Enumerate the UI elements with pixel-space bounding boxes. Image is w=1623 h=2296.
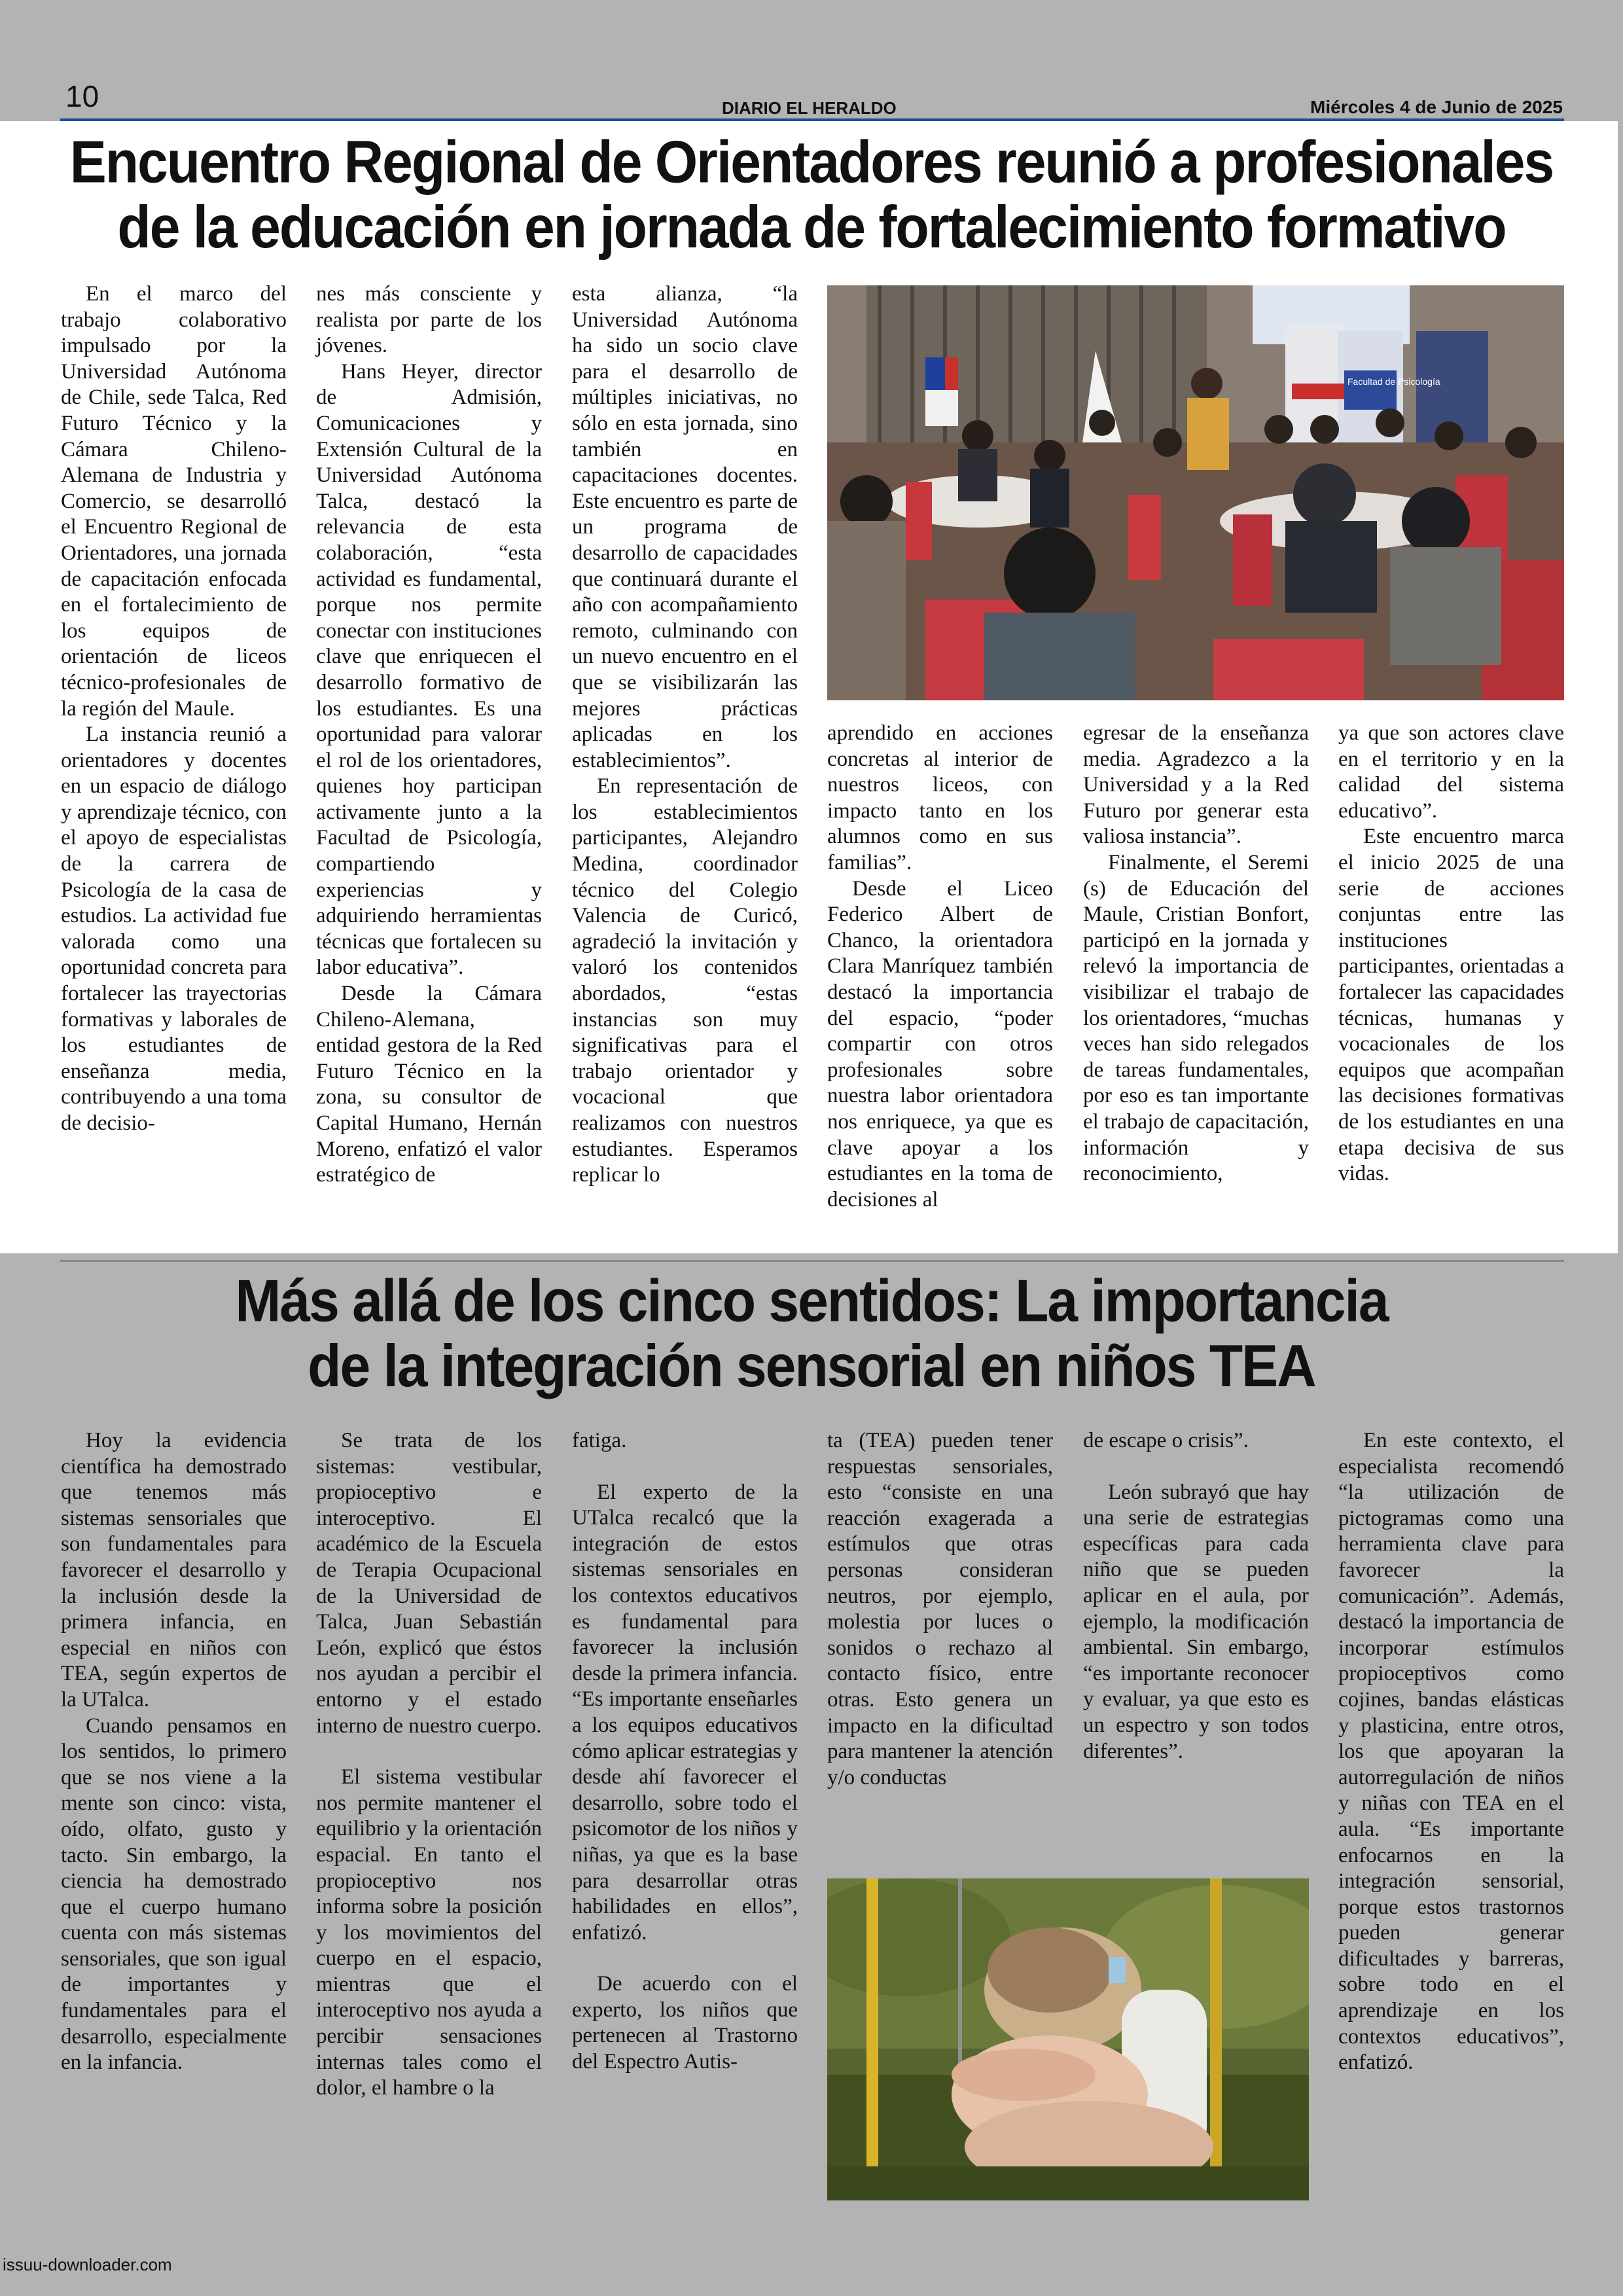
- article-2-column-6: [1338, 1428, 1564, 2076]
- paragraph: En este contexto, el especialista recomendó “la utilización de pictogramas como una herramienta clave para favorecer la comunicación”. Además, destacó la importancia de incorporar estímulos propioceptivos como cojines, bandas elásticas y plasticina, entre otros, los que apoyaran la autorregulación de niños y niñas con TEA en el aula. “Es importante enfocarnos en la integración sensorial, porque estos trastornos pueden generar dificultades y barreras, sobre todo en el aprendizaje en los contextos educativos”, enfatizó.: [1338, 1429, 1564, 2075]
- paragraph: esta alianza, “la Universidad Autónoma ha sido un socio clave para el desarrollo de múltiples iniciativas, no sólo en esta jornada, sino también en capacitaciones docentes. Este encuentro es parte de un programa de desarrollo de capacidades que continuará durante el año con acompañamiento remoto, culminando con un nuevo encuentro en el que se visibilizarán las mejores prácticas aplicadas en los establecimientos”.: [572, 282, 798, 772]
- issue-date: Miércoles 4 de Junio de 2025: [1310, 97, 1563, 117]
- article-1-column-2: [316, 281, 542, 1189]
- article-1-headline-line2: de la educación en jornada de fortalecimiento formativo: [117, 194, 1506, 260]
- article-2-column-3: [572, 1428, 798, 2075]
- paragraph: fatiga.: [572, 1429, 627, 1452]
- conference-photo: [827, 285, 1564, 700]
- article-2-headline-line1: Más allá de los cinco sentidos: La importancia: [235, 1267, 1388, 1335]
- paragraph: Hans Heyer, director de Admisión, Comunicaciones y Extensión Cultural de la Universidad Autónoma Talca, destacó la relevancia de esta colaboración, “esta actividad es fundamental, porque nos permite conectar con instituciones clave que enriquecen el desarrollo formativo de los estudiantes. Es una oportunidad para valorar el rol de los orientadores, quienes hoy participan activamente junto a la Facultad de Psicología, compartiendo experiencias y adquiriendo herramientas técnicas que fortalecen su labor educativa”.: [316, 359, 542, 980]
- paragraph: de escape o crisis”.: [1083, 1429, 1249, 1452]
- paragraph: Finalmente, el Seremi (s) de Educación del Maule, Cristian Bonfort, participó en la jornada y relevó la importancia de visibilizar el trabajo de los orientadores, “muchas veces han sido relegados de tareas fundamentales, por eso es tan importante el trabajo de capacitación, información y reconocimiento,: [1083, 850, 1309, 1186]
- article-1-headline-line1: Encuentro Regional de Orientadores reunió a profesionales: [69, 128, 1554, 196]
- paragraph: La instancia reunió a orientadores y docentes en un espacio de diálogo y aprendizaje técnico, con el apoyo de especialistas de la carrera de Psicología de la casa de estudios. La actividad fue valorada como una oportunidad concreta para fortalecer las trayectorias formativas y laborales de los estudiantes de enseñanza media, contribuyendo a una toma de decisio-: [61, 723, 287, 1135]
- paragraph: El experto de la UTalca recalcó que la integración de estos sistemas sensoriales en los contextos educativos es fundamental para favorecer la inclusión desde la primera infancia. “Es importante enseñarles a los equipos educativos cómo aplicar estrategias y desde ahí favorecer el desarrollo, sobre todo el psicomotor de los niños y niñas, ya que es la base para desarrollar otras habilidades en ellos”, enfatizó.: [572, 1480, 798, 1945]
- article-2-column-4: [827, 1428, 1053, 1791]
- article-2-headline: [0, 1268, 1623, 1399]
- article-separator: [60, 1260, 1564, 1262]
- paragraph: En representación de los establecimientos participantes, Alejandro Medina, coordinador técnico del Colegio Valencia de Curicó, agradeció la invitación y valoró los contenidos abordados, “estas instancias son muy significativas para el trabajo orientador y vocacional que realizamos con nuestros estudiantes. Esperamos replicar lo: [572, 774, 798, 1187]
- paragraph: Desde la Cámara Chileno-Alemana, entidad gestora de la Red Futuro Técnico en la zona, su consultor de Capital Humano, Hernán Moreno, enfatizó el valor estratégico de: [316, 982, 542, 1187]
- article-2-headline-line2: de la integración sensorial en niños TEA: [308, 1333, 1315, 1399]
- paragraph: ya que son actores clave en el territorio y en la calidad del sistema educativo”.: [1338, 721, 1564, 823]
- paragraph: León subrayó que hay una serie de estrategias específicas para cada niño que se pueden aplicar en el aula, por ejemplo, la modificación ambiental. Sin embargo, “es importante reconocer y evaluar, ya que esto es un espectro y son todos diferentes”.: [1083, 1480, 1309, 1763]
- child-photo: [827, 1878, 1309, 2200]
- article-1-headline: [0, 130, 1623, 260]
- newspaper-name: DIARIO EL HERALDO: [722, 98, 897, 118]
- article-1-column-3: [572, 281, 798, 1189]
- page-header: [0, 0, 1623, 121]
- paragraph: Desde el Liceo Federico Albert de Chanco, la orientadora Clara Manríquez también destacó la importancia del espacio, “poder compartir con otros profesionales sobre nuestra labor orientadora nos enriquece, ya que es clave apoyar a los estudiantes en la toma de decisiones al: [827, 876, 1053, 1211]
- paragraph: En el marco del trabajo colaborativo impulsado por la Universidad Autónoma de Chile, sede Talca, Red Futuro Técnico y la Cámara Chileno-Alemana de Industria y Comercio, se desarrolló el Encuentro Regional de Orientadores, una jornada de capacitación enfocada en el fortalecimiento de los equipos de orientación de liceos técnico-profesionales de la región del Maule.: [61, 282, 287, 721]
- article-2-column-1: [61, 1428, 287, 2076]
- article-1-column-1: [61, 281, 287, 1137]
- article-2-column-2: [316, 1428, 542, 2102]
- paragraph: De acuerdo con el experto, los niños que pertenecen al Trastorno del Espectro Autis-: [572, 1972, 798, 2074]
- paragraph: Este encuentro marca el inicio 2025 de una serie de acciones conjuntas entre las instituciones participantes, orientadas a fortalecer las capacidades técnicas, humanas y vocacionales de los equipos que acompañan las decisiones formativas de los estudiantes en una etapa decisiva de sus vidas.: [1338, 825, 1564, 1186]
- banner-text: Facultad de Psicología: [1347, 376, 1440, 387]
- paragraph: nes más consciente y realista por parte de los jóvenes.: [316, 282, 542, 358]
- article-1-column-6: [1338, 721, 1564, 1187]
- article-1-column-4: [827, 721, 1053, 1213]
- article-2-column-5: [1083, 1428, 1309, 1765]
- paragraph: aprendido en acciones concretas al interior de nuestros liceos, con impacto tanto en los alumnos como en sus familias”.: [827, 721, 1053, 874]
- paragraph: ta (TEA) pueden tener respuestas sensoriales, esto “consiste en una reacción exagerada a estímulos que otras personas consideran neutros, por ejemplo, molestia por luces o sonidos o rechazo al contacto físico, entre otras. Esto genera un impacto en la dificultad para mantener la atención y/o conductas: [827, 1429, 1053, 1789]
- page-number: 10: [65, 79, 99, 113]
- paragraph: egresar de la enseñanza media. Agradezco a la Universidad y a la Red Futuro por generar esta valiosa instancia”.: [1083, 721, 1309, 849]
- paragraph: El sistema vestibular nos permite mantener el equilibrio y la orientación espacial. En tanto el propioceptivo nos informa sobre la posición y los movimientos del cuerpo en el espacio, mientras que el interoceptivo nos ayuda a percibir sensaciones internas tales como el dolor, el hambre o la: [316, 1765, 542, 2100]
- paragraph: Se trata de los sistemas: vestibular, propioceptivo e interoceptivo. El académico de la Escuela de Terapia Ocupacional de la Universidad de Talca, Juan Sebastián León, explicó que éstos nos ayudan a percibir el entorno y el estado interno de nuestro cuerpo.: [316, 1429, 542, 1738]
- watermark: issuu-downloader.com: [3, 2255, 172, 2274]
- paragraph: Hoy la evidencia científica ha demostrado que tenemos más sistemas sensoriales que son fundamentales para favorecer el desarrollo y la inclusión desde la primera infancia, en especial en niños con TEA, según expertos de la UTalca.: [61, 1429, 287, 1712]
- article-1-column-5: [1083, 721, 1309, 1187]
- paragraph: Cuando pensamos en los sentidos, lo primero que se nos viene a la mente son cinco: vista, oído, olfato, gusto y tacto. Sin embargo, la ciencia ha demostrado que el cuerpo humano cuenta con más sistemas sensoriales, que son igual de importantes y fundamentales para el desarrollo, especialmente en la infancia.: [61, 1713, 287, 2075]
